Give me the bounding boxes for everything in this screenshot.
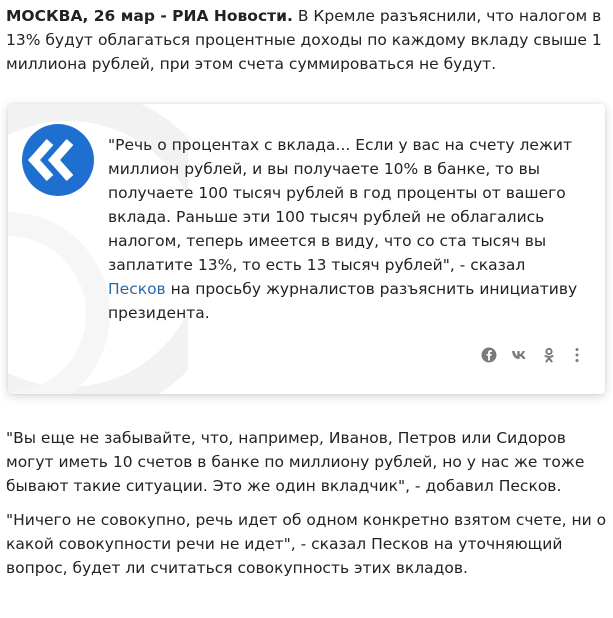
body-paragraph: "Вы еще не забывайте, что, например, Иванов, Петров или Сидоров могут иметь 10 счетов в банке по миллиону рублей, но у нас же тоже бывают такие ситуации. Это же один вкладчик", - добавил Песков. (6, 429, 585, 495)
facebook-icon[interactable] (481, 347, 497, 363)
more-vertical-icon[interactable] (571, 347, 583, 363)
lead-paragraph (6, 4, 607, 76)
quote-card (8, 104, 605, 394)
odnoklassniki-icon[interactable] (541, 347, 557, 363)
quote-text-tail: на просьбу журналистов разъяснить инициативу президента. (108, 280, 578, 322)
article (0, 4, 613, 580)
speaker-link[interactable]: Песков (108, 280, 166, 298)
vk-icon[interactable] (511, 347, 527, 363)
quote-logo-icon (22, 124, 94, 196)
lead-text: В Кремле разъяснили, что налогом в 13% будут облагаться процентные доходы по каждому вкладу свыше 1 миллиона рублей, при этом счета суммироваться не будут. (6, 7, 602, 73)
body-paragraph: "Ничего не совокупно, речь идет об одном конкретно взятом счете, ни о какой совокупности речи не идет", - сказал Песков на уточняющий вопрос, будет ли считаться совокупность этих вкладов. (6, 511, 607, 577)
dateline: МОСКВА, 26 мар - РИА Новости. (6, 7, 293, 25)
share-row (481, 347, 583, 363)
quote-text-body: "Речь о процентах с вклада... Если у вас на счету лежит миллион рублей, и вы получаете 10% в банке, то вы получаете 100 тысяч рублей в год проценты от вашего вклада. Раньше эти 100 тысяч рублей не облагались налогом, теперь имеется в виду, что со ста тысяч вы заплатите 13%, то есть 13 тысяч рублей", - сказал (108, 136, 573, 274)
quote-text (108, 133, 581, 325)
